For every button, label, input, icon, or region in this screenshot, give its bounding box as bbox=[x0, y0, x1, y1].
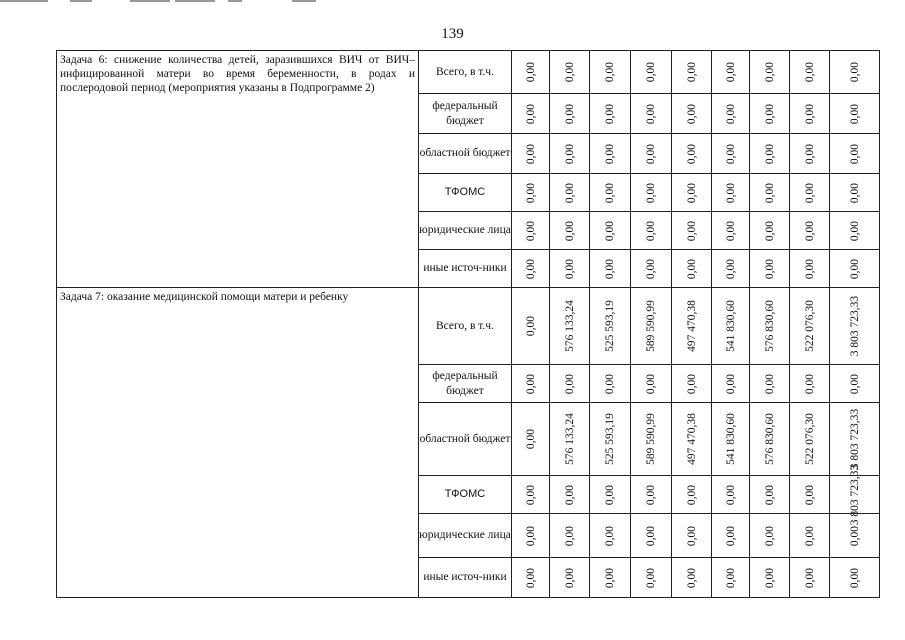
value-text: 0,00 bbox=[724, 103, 737, 124]
value-cell bbox=[830, 558, 880, 598]
value-cell bbox=[550, 558, 590, 598]
value-cell bbox=[631, 174, 672, 212]
value-cell bbox=[672, 514, 712, 558]
value-cell bbox=[790, 476, 830, 514]
value-text: 0,00 bbox=[524, 373, 537, 394]
value-cell bbox=[590, 558, 631, 598]
value-text: 0,00 bbox=[524, 143, 537, 164]
funding-source-label: федеральный бюджет bbox=[419, 365, 512, 403]
value-cell bbox=[790, 212, 830, 250]
value-cell bbox=[750, 288, 790, 365]
value-cell bbox=[830, 94, 880, 134]
funding-source-label: иные источ-ники bbox=[419, 250, 512, 288]
funding-source-label: ТФОМС bbox=[419, 174, 512, 212]
value-text: 0,00 bbox=[848, 525, 861, 546]
value-text: 497 470,38 bbox=[685, 413, 698, 465]
page-number: 139 bbox=[441, 26, 464, 42]
value-text: 0,00 bbox=[724, 182, 737, 203]
value-text: 0,00 bbox=[645, 103, 657, 124]
value-text: 0,00 bbox=[724, 567, 737, 588]
value-text: 3 803 723,33 bbox=[848, 295, 861, 357]
value-cell bbox=[550, 365, 590, 403]
value-text: 541 830,60 bbox=[724, 413, 737, 465]
value-text: 0,00 bbox=[803, 182, 816, 203]
value-cell bbox=[512, 250, 550, 288]
value-cell bbox=[631, 51, 672, 94]
value-cell bbox=[712, 514, 750, 558]
value-cell bbox=[790, 51, 830, 94]
value-text: 0,00 bbox=[724, 220, 737, 241]
value-cell bbox=[590, 51, 631, 94]
value-text: 0,00 bbox=[763, 373, 776, 394]
budget-table bbox=[56, 50, 880, 598]
value-text: 0,00 bbox=[524, 61, 537, 83]
value-text: 522 076,30 bbox=[803, 300, 816, 352]
value-cell bbox=[672, 558, 712, 598]
funding-source-label: Всего, в т.ч. bbox=[419, 51, 512, 94]
value-text: 576 830,60 bbox=[763, 300, 776, 352]
value-cell bbox=[590, 94, 631, 134]
value-text: 0,00 bbox=[604, 373, 616, 394]
value-cell bbox=[631, 134, 672, 174]
value-text: 576 133,24 bbox=[563, 300, 576, 352]
funding-source-label: областной бюджет bbox=[419, 403, 512, 476]
value-cell bbox=[672, 94, 712, 134]
value-text: 0,00 bbox=[724, 373, 737, 394]
value-text: 589 590,99 bbox=[645, 413, 657, 465]
value-text: 541 830,60 bbox=[724, 300, 737, 352]
value-text: 0,00 bbox=[524, 220, 537, 241]
value-text: 0,00 bbox=[763, 258, 776, 279]
value-text: 0,00 bbox=[685, 373, 698, 394]
value-cell bbox=[712, 476, 750, 514]
value-text: 0,00 bbox=[563, 182, 576, 203]
value-cell bbox=[672, 365, 712, 403]
funding-source-label: федеральный бюджет bbox=[419, 94, 512, 134]
value-cell bbox=[790, 250, 830, 288]
value-cell bbox=[512, 403, 550, 476]
value-text: 0,00 bbox=[604, 182, 616, 203]
funding-source-label: иные источ-ники bbox=[419, 558, 512, 598]
value-text: 0,00 bbox=[563, 143, 576, 164]
value-cell bbox=[631, 558, 672, 598]
value-cell bbox=[750, 51, 790, 94]
value-cell bbox=[631, 288, 672, 365]
value-cell bbox=[830, 514, 880, 558]
value-cell bbox=[550, 403, 590, 476]
value-text: 0,00 bbox=[685, 525, 698, 546]
value-cell bbox=[512, 94, 550, 134]
value-text: 0,00 bbox=[685, 220, 698, 241]
value-cell bbox=[790, 558, 830, 598]
value-cell bbox=[512, 476, 550, 514]
value-text: 0,00 bbox=[604, 258, 616, 279]
value-text: 525 593,19 bbox=[604, 413, 616, 465]
value-cell bbox=[790, 403, 830, 476]
value-cell bbox=[590, 134, 631, 174]
value-text: 0,00 bbox=[563, 258, 576, 279]
value-text: 0,00 bbox=[645, 373, 657, 394]
value-cell bbox=[750, 212, 790, 250]
value-cell bbox=[830, 288, 880, 365]
value-cell bbox=[750, 94, 790, 134]
value-text: 0,00 bbox=[803, 258, 816, 279]
value-text: 0,00 bbox=[848, 103, 861, 124]
value-cell bbox=[550, 514, 590, 558]
value-cell bbox=[712, 51, 750, 94]
value-cell bbox=[750, 558, 790, 598]
value-text: 0,00 bbox=[724, 484, 737, 505]
funding-source-label: ТФОМС bbox=[419, 476, 512, 514]
value-cell bbox=[631, 365, 672, 403]
value-cell bbox=[790, 365, 830, 403]
value-text: 0,00 bbox=[848, 143, 861, 164]
value-cell bbox=[512, 288, 550, 365]
value-cell bbox=[712, 288, 750, 365]
value-cell bbox=[672, 134, 712, 174]
value-cell bbox=[550, 51, 590, 94]
value-cell bbox=[790, 514, 830, 558]
value-cell bbox=[512, 514, 550, 558]
value-cell bbox=[512, 212, 550, 250]
value-text: 0,00 bbox=[604, 484, 616, 505]
value-text: 0,00 bbox=[724, 525, 737, 546]
value-text: 0,00 bbox=[848, 258, 861, 279]
value-text: 0,00 bbox=[803, 220, 816, 241]
value-text: 0,00 bbox=[604, 61, 616, 83]
value-text: 0,00 bbox=[803, 103, 816, 124]
value-text: 0,00 bbox=[645, 525, 657, 546]
value-text: 0,00 bbox=[524, 258, 537, 279]
value-text: 0,00 bbox=[763, 103, 776, 124]
value-text: 0,00 bbox=[563, 103, 576, 124]
value-text: 0,00 bbox=[724, 61, 737, 83]
value-cell bbox=[830, 464, 880, 525]
value-cell bbox=[550, 174, 590, 212]
value-cell bbox=[512, 51, 550, 94]
value-text: 0,00 bbox=[763, 220, 776, 241]
value-text: 0,00 bbox=[803, 484, 816, 505]
value-text: 522 076,30 bbox=[803, 413, 816, 465]
value-text: 0,00 bbox=[645, 182, 657, 203]
value-text: 0,00 bbox=[803, 143, 816, 164]
value-text: 0,00 bbox=[685, 61, 698, 83]
value-cell bbox=[790, 94, 830, 134]
value-text: 0,00 bbox=[524, 484, 537, 505]
value-cell bbox=[512, 134, 550, 174]
value-text: 0,00 bbox=[645, 484, 657, 505]
value-text: 0,00 bbox=[724, 143, 737, 164]
value-text: 0,00 bbox=[763, 61, 776, 83]
value-cell bbox=[631, 403, 672, 476]
value-text: 0,00 bbox=[563, 61, 576, 83]
value-cell bbox=[750, 476, 790, 514]
value-text: 0,00 bbox=[685, 143, 698, 164]
value-text: 0,00 bbox=[604, 220, 616, 241]
value-text: 589 590,99 bbox=[645, 300, 657, 352]
value-text: 0,00 bbox=[848, 220, 861, 241]
value-text: 0,00 bbox=[803, 373, 816, 394]
value-text: 576 830,60 bbox=[763, 413, 776, 465]
value-text: 0,00 bbox=[848, 373, 861, 394]
value-text: 0,00 bbox=[524, 428, 537, 450]
value-text: 0,00 bbox=[848, 567, 861, 588]
value-cell bbox=[672, 476, 712, 514]
funding-source-label: Всего, в т.ч. bbox=[419, 288, 512, 365]
value-cell bbox=[590, 250, 631, 288]
value-cell bbox=[590, 212, 631, 250]
value-cell bbox=[712, 365, 750, 403]
value-text: 0,00 bbox=[848, 182, 861, 203]
value-cell bbox=[512, 558, 550, 598]
value-cell bbox=[550, 288, 590, 365]
task-title: Задача 7: оказание медицинской помощи матери и ребенку bbox=[57, 288, 419, 598]
table-row bbox=[57, 288, 880, 365]
value-cell bbox=[590, 403, 631, 476]
value-cell bbox=[672, 51, 712, 94]
value-text: 0,00 bbox=[604, 143, 616, 164]
value-cell bbox=[750, 250, 790, 288]
value-text: 0,00 bbox=[604, 525, 616, 546]
value-cell bbox=[512, 365, 550, 403]
value-text: 497 470,38 bbox=[685, 300, 698, 352]
value-text: 0,00 bbox=[604, 103, 616, 124]
value-cell bbox=[712, 250, 750, 288]
value-cell bbox=[550, 94, 590, 134]
value-text: 0,00 bbox=[803, 567, 816, 588]
value-cell bbox=[550, 476, 590, 514]
value-cell bbox=[631, 212, 672, 250]
value-cell bbox=[790, 174, 830, 212]
value-text: 0,00 bbox=[524, 103, 537, 124]
value-cell bbox=[631, 514, 672, 558]
value-cell bbox=[631, 94, 672, 134]
funding-source-label: юридические лица bbox=[419, 514, 512, 558]
value-text: 0,00 bbox=[848, 61, 861, 83]
value-cell bbox=[631, 476, 672, 514]
table-row bbox=[57, 51, 880, 94]
value-text: 0,00 bbox=[763, 525, 776, 546]
value-text: 0,00 bbox=[563, 220, 576, 241]
value-text: 0,00 bbox=[563, 567, 576, 588]
value-cell bbox=[550, 134, 590, 174]
value-text: 0,00 bbox=[685, 484, 698, 505]
value-cell bbox=[712, 94, 750, 134]
value-text: 0,00 bbox=[524, 182, 537, 203]
value-cell bbox=[790, 134, 830, 174]
value-text: 525 593,19 bbox=[604, 300, 616, 352]
value-cell bbox=[672, 212, 712, 250]
value-text: 0,00 bbox=[563, 373, 576, 394]
value-text: 0,00 bbox=[604, 567, 616, 588]
value-cell bbox=[750, 514, 790, 558]
value-text: 0,00 bbox=[645, 258, 657, 279]
value-cell bbox=[790, 288, 830, 365]
value-cell bbox=[750, 174, 790, 212]
value-cell bbox=[830, 134, 880, 174]
value-text: 3 803 723,33 bbox=[848, 464, 861, 525]
funding-source-label: юридические лица bbox=[419, 212, 512, 250]
value-cell bbox=[750, 403, 790, 476]
value-cell bbox=[672, 174, 712, 212]
value-cell bbox=[830, 250, 880, 288]
value-cell bbox=[750, 134, 790, 174]
value-cell bbox=[590, 514, 631, 558]
value-cell bbox=[712, 403, 750, 476]
value-text: 0,00 bbox=[803, 61, 816, 83]
value-cell bbox=[512, 174, 550, 212]
value-text: 0,00 bbox=[685, 258, 698, 279]
value-text: 576 133,24 bbox=[563, 413, 576, 465]
value-cell bbox=[672, 288, 712, 365]
value-cell bbox=[830, 365, 880, 403]
value-cell bbox=[631, 250, 672, 288]
value-cell bbox=[712, 174, 750, 212]
value-text: 0,00 bbox=[563, 525, 576, 546]
value-text: 0,00 bbox=[724, 258, 737, 279]
value-text: 0,00 bbox=[524, 525, 537, 546]
value-text: 0,00 bbox=[763, 182, 776, 203]
value-cell bbox=[672, 250, 712, 288]
value-text: 0,00 bbox=[524, 315, 537, 337]
value-text: 0,00 bbox=[645, 61, 657, 83]
value-text: 3 803 723,33 bbox=[848, 408, 861, 470]
value-cell bbox=[830, 212, 880, 250]
value-text: 0,00 bbox=[763, 143, 776, 164]
value-cell bbox=[830, 51, 880, 94]
value-cell bbox=[590, 365, 631, 403]
value-cell bbox=[712, 558, 750, 598]
funding-source-label: областной бюджет bbox=[419, 134, 512, 174]
value-text: 0,00 bbox=[685, 182, 698, 203]
value-text: 0,00 bbox=[563, 484, 576, 505]
value-cell bbox=[590, 476, 631, 514]
task-title: Задача 6: снижение количества детей, заразившихся ВИЧ от ВИЧ–инфицированной матери во время беременности, в родах и послеродовой период (мероприятия указаны в Подпрограмме 2) bbox=[57, 51, 419, 288]
value-text: 0,00 bbox=[645, 567, 657, 588]
value-text: 0,00 bbox=[763, 484, 776, 505]
value-cell bbox=[830, 174, 880, 212]
value-text: 0,00 bbox=[763, 567, 776, 588]
value-cell bbox=[590, 288, 631, 365]
value-text: 0,00 bbox=[645, 220, 657, 241]
value-text: 0,00 bbox=[685, 567, 698, 588]
value-cell bbox=[712, 212, 750, 250]
value-cell bbox=[590, 174, 631, 212]
value-text: 0,00 bbox=[803, 525, 816, 546]
value-text: 0,00 bbox=[685, 103, 698, 124]
value-cell bbox=[750, 365, 790, 403]
value-cell bbox=[672, 403, 712, 476]
value-text: 0,00 bbox=[524, 567, 537, 588]
value-text: 0,00 bbox=[645, 143, 657, 164]
value-cell bbox=[550, 250, 590, 288]
value-cell bbox=[550, 212, 590, 250]
scan-artifacts bbox=[0, 0, 905, 6]
value-cell bbox=[712, 134, 750, 174]
